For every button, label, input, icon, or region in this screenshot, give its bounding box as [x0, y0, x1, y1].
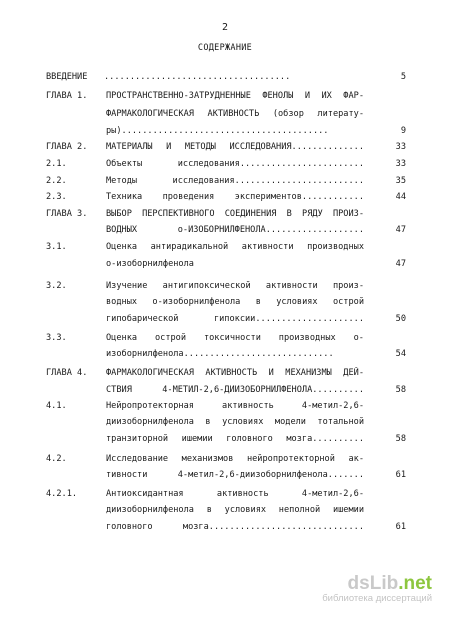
toc-entry-number: 3.1.	[46, 242, 67, 252]
toc-entry	[46, 241, 406, 253]
toc-entry-page: 47	[395, 259, 406, 269]
toc-entry-text: Объекты исследования........................	[106, 159, 364, 169]
toc-entry-page: 50	[395, 314, 406, 324]
toc-entry-text: Антиоксидантная активность 4-метил-2,6-	[106, 489, 364, 499]
toc-entry-text: Исследование механизмов нейропротекторной ак-	[106, 454, 364, 464]
toc-entry	[46, 108, 406, 120]
toc-entry-number: 3.2.	[46, 281, 67, 291]
toc-entry-number: 2.2.	[46, 176, 67, 186]
toc-entry	[46, 125, 406, 137]
toc-entry	[46, 224, 406, 236]
toc-entry-text: диизоборнилфенола в условиях модели тотальной	[106, 417, 364, 427]
toc-entry-page: 61	[395, 470, 406, 480]
toc-entry	[46, 453, 406, 465]
toc-entry	[46, 416, 406, 428]
watermark-logo-part1: dsLib	[347, 573, 399, 594]
toc-entry-text: Оценка острой токсичности производных о-	[106, 333, 364, 343]
toc-entry-number: ГЛАВА 1.	[46, 91, 88, 101]
toc-entry-text: тивности 4-метил-2,6-диизоборнилфенола.......	[106, 470, 364, 480]
toc-entry	[46, 348, 406, 360]
toc-entry	[46, 433, 406, 445]
toc-entry	[46, 158, 406, 170]
toc-entry-text: Оценка антирадикальной активности производных	[106, 242, 364, 252]
toc-entry-number: 4.1.	[46, 401, 67, 411]
toc-entry	[46, 208, 406, 220]
toc-entry	[46, 141, 406, 153]
toc-entry-text: СТВИЯ 4-МЕТИЛ-2,6-ДИИЗОБОРНИЛФЕНОЛА..........	[106, 385, 364, 395]
toc-entry-text: ПРОСТРАНСТВЕННО-ЗАТРУДНЕННЫЕ ФЕНОЛЫ И ИХ ФАР-	[106, 91, 364, 101]
toc-entry-number: 3.3.	[46, 333, 67, 343]
toc-entry-text: ВЫБОР ПЕРСПЕКТИВНОГО СОЕДИНЕНИЯ В РЯДУ ПРОИЗ-	[106, 209, 364, 219]
toc-entry	[46, 469, 406, 481]
toc-entry-text: диизоборнилфенола в условиях неполной ишемии	[106, 505, 364, 515]
watermark	[322, 573, 432, 604]
page-number: 2	[221, 22, 229, 33]
toc-entry-text: Методы исследования.........................	[106, 176, 364, 186]
toc-entry-number: ВВЕДЕНИЕ	[46, 72, 88, 82]
toc-entry-number: 4.2.	[46, 454, 67, 464]
toc-entry	[46, 313, 406, 325]
toc-entry-text: МАТЕРИАЛЫ И МЕТОДЫ ИССЛЕДОВАНИЯ..............	[106, 142, 364, 152]
toc-entry-text: о-изоборнилфенола	[106, 259, 194, 269]
toc-entry	[46, 191, 406, 203]
toc-entry-page: 44	[395, 192, 406, 202]
toc-entry	[46, 71, 406, 83]
toc-entry-text: изоборнилфенола.............................	[106, 349, 334, 359]
toc-entry	[46, 90, 406, 102]
toc-entry	[46, 367, 406, 379]
toc-entry	[46, 488, 406, 500]
toc-entry-text: Техника проведения экспериментов............	[106, 192, 364, 202]
toc-entry-number: 2.1.	[46, 159, 67, 169]
watermark-logo	[322, 573, 432, 595]
toc-entry	[46, 280, 406, 292]
toc-entry	[46, 175, 406, 187]
toc-entry-text: ФАРМАКОЛОГИЧЕСКАЯ АКТИВНОСТЬ (обзор литерату-	[106, 109, 364, 119]
toc-entry-page: 61	[395, 522, 406, 532]
toc-entry	[46, 384, 406, 396]
toc-entry-page: 47	[395, 225, 406, 235]
toc-entry-page: 54	[395, 349, 406, 359]
toc-entry-page: 9	[400, 126, 406, 136]
toc-entry	[46, 400, 406, 412]
watermark-logo-part2: .net	[398, 573, 432, 594]
toc-entry-number: ГЛАВА 2.	[46, 142, 88, 152]
toc-entry-page: 35	[395, 176, 406, 186]
toc-entry-page: 58	[395, 385, 406, 395]
toc-entry-text: водных о-изоборнилфенола в условиях острой	[106, 297, 364, 307]
toc-entry-number: ГЛАВА 3.	[46, 209, 88, 219]
toc-entry-text: гипобарической гипоксии.....................	[106, 314, 364, 324]
toc-entry	[46, 258, 406, 270]
toc-entry-text: ФАРМАКОЛОГИЧЕСКАЯ АКТИВНОСТЬ И МЕХАНИЗМЫ ДЕЙ-	[106, 368, 364, 378]
toc-entry-text: ВОДНЫХ о-ИЗОБОРНИЛФЕНОЛА...................	[106, 225, 364, 235]
toc-entry-text: головного мозга..............................	[106, 522, 364, 532]
toc-entry-number: 2.3.	[46, 192, 67, 202]
toc-entry-page: 33	[395, 159, 406, 169]
toc-heading: СОДЕРЖАНИЕ	[197, 43, 253, 53]
toc-entry	[46, 521, 406, 533]
toc-entry-text: ры)........................................	[106, 126, 329, 136]
toc-entry	[46, 296, 406, 308]
toc-entry-number: 4.2.1.	[46, 489, 78, 499]
toc-entry-text: Изучение антигипоксической активности произ-	[106, 281, 364, 291]
toc-entry-page: 58	[395, 434, 406, 444]
toc-entry-number: ГЛАВА 4.	[46, 368, 88, 378]
toc-entry-page: 5	[400, 72, 406, 82]
toc-entry-text: Нейропротекторная активность 4-метил-2,6-	[106, 401, 364, 411]
toc-entry-text: ....................................	[104, 72, 291, 82]
toc-entry-text: транзиторной ишемии головного мозга..........	[106, 434, 364, 444]
toc-entry	[46, 332, 406, 344]
watermark-tagline: библиотека диссертаций	[322, 593, 432, 604]
toc-entry	[46, 504, 406, 516]
toc-entry-page: 33	[395, 142, 406, 152]
